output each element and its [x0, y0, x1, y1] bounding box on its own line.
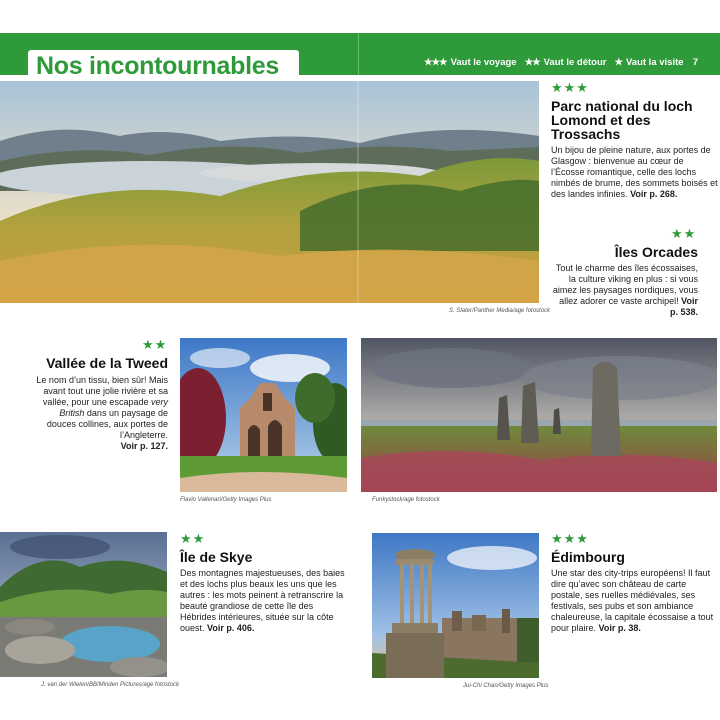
- dryburgh-abbey-photo: [180, 338, 347, 492]
- ref-tweed: Voir p. 127.: [120, 441, 168, 451]
- text-skye-body: Des montagnes majestueuses, des baies et des lochs plus beaux les uns que les autres : les mots peinent à retranscrire la beauté grandiose de cette île des Hébrides intérieures, située sur la côte ouest.: [180, 568, 345, 633]
- text-tweed-italic: very British: [59, 397, 168, 418]
- photo-credit-skye: J. van der Wielen/BB/Minden Pictures/age fotostock: [41, 682, 180, 688]
- text-edimbourg-body: Une star des city-trips européens! Il faut dire qu’avec son château de carte postale, ses ruelles médiévales, ses festivals, ses pubs et son ambiance chaleureuse, la capitale écossaise a tout pour plaire.: [551, 568, 714, 633]
- rating-stars-orcades: ★★: [671, 226, 697, 241]
- heading-edimbourg: Édimbourg: [551, 549, 625, 565]
- heading-orcades: Îles Orcades: [614, 244, 698, 260]
- text-edimbourg: [551, 568, 720, 634]
- text-lomond: [551, 145, 718, 200]
- legend-label-2: Vaut le détour: [543, 57, 607, 68]
- text-tweed: [28, 375, 168, 452]
- rating-legend: [424, 57, 716, 68]
- rating-stars-lomond: ★★★: [551, 80, 589, 95]
- text-orcades: [551, 263, 698, 318]
- text-lomond-body: Un bijou de pleine nature, aux portes de Glasgow : bienvenue au cœur de l’Écosse romantique, celle des lochs nimbés de brume, des sommets boisés et des landes infinies.: [551, 145, 718, 199]
- text-tweed-before: Le nom d’un tissu, bien sûr! Mais avant tout une jolie rivière et sa vallée, pour une escapade: [36, 375, 168, 407]
- ref-orcades: Voir p. 538.: [669, 296, 698, 317]
- text-skye: [180, 568, 348, 634]
- edinburgh-photo: [372, 533, 539, 678]
- legend-stars-3: ★★★: [424, 57, 447, 68]
- legend-label-3: Vaut le voyage: [450, 57, 517, 68]
- legend-label-1: Vaut la visite: [625, 57, 684, 68]
- text-tweed-after: dans un paysage de douces collines, aux portes de l’Angleterre.: [46, 408, 168, 440]
- photo-credit-edimbourg: Jui-Chi Chan/Getty Images Plus: [463, 683, 549, 689]
- rating-stars-tweed: ★★: [142, 337, 168, 352]
- heading-tweed: Vallée de la Tweed: [46, 355, 168, 371]
- rating-stars-skye: ★★: [180, 531, 206, 546]
- isle-of-skye-photo: [0, 532, 167, 677]
- heading-lomond: Parc national du loch Lomond et des Trossachs: [551, 98, 693, 142]
- rating-stars-edimbourg: ★★★: [551, 531, 589, 546]
- legend-stars-2: ★★: [524, 57, 540, 68]
- photo-credit-orcades: Funkystock/age fotostock: [372, 497, 440, 503]
- heading-skye: Île de Skye: [180, 549, 253, 565]
- ref-lomond: Voir p. 268.: [630, 189, 678, 199]
- text-orcades-body: Tout le charme des îles écossaises, la culture viking en plus : si vous aimez les paysages nordiques, vous allez adorer ce vaste archipel!: [552, 263, 698, 306]
- band-divider: [358, 33, 359, 75]
- legend-stars-1: ★: [614, 57, 622, 68]
- ref-skye: Voir p. 406.: [207, 623, 255, 633]
- page-number: 7: [692, 57, 698, 68]
- loch-lomond-photo: [0, 81, 539, 303]
- standing-stones-photo: [361, 338, 717, 492]
- page-title: Nos incontournables: [36, 52, 279, 80]
- photo-credit-lomond: S. Slater/Panther Media/age fotostock: [449, 308, 551, 314]
- photo-credit-tweed: Flavio Vallenari/Getty Images Plus: [180, 497, 272, 503]
- ref-edimbourg: Voir p. 38.: [598, 623, 641, 633]
